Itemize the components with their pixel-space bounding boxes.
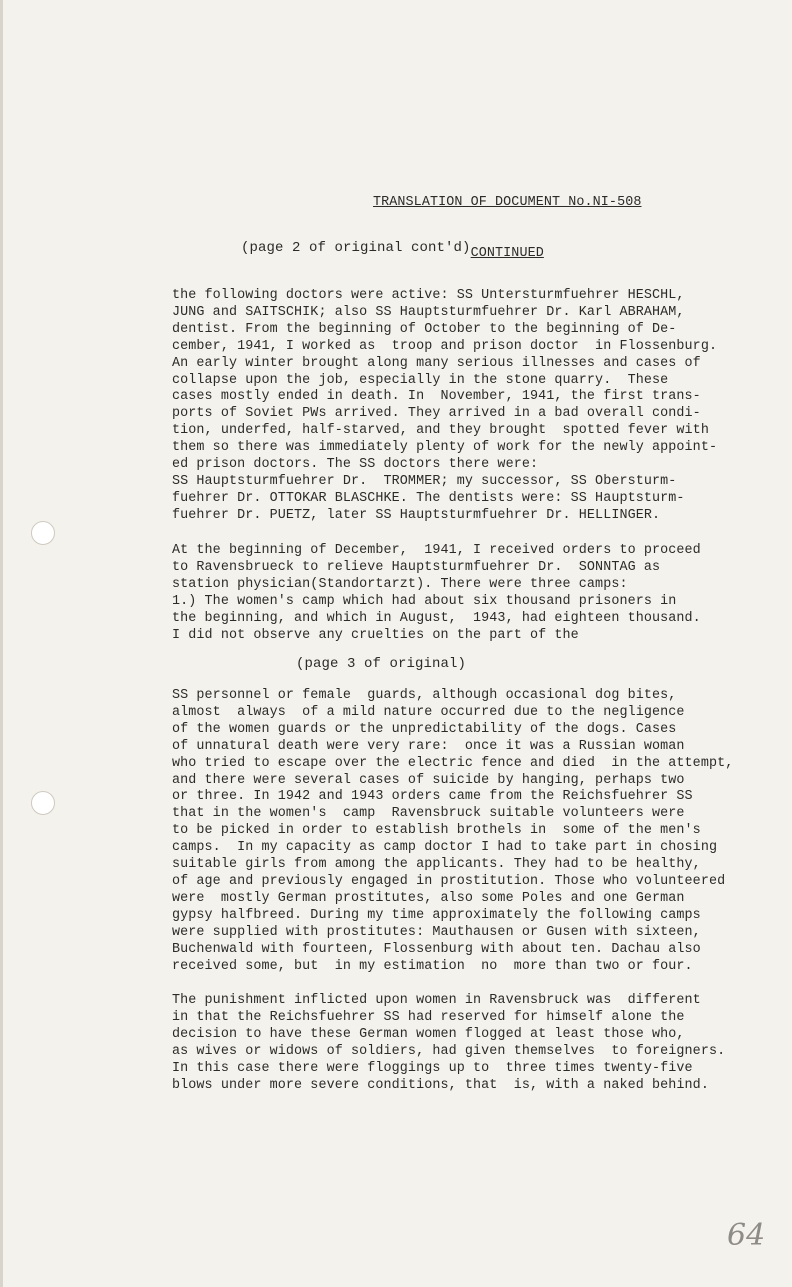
punch-hole-bottom: [31, 791, 55, 815]
paragraph-ravensbrueck-orders: At the beginning of December, 1941, I received orders to proceed to Ravensbrueck to relieve Hauptsturmfuehrer Dr. SONNTAG as station physician(Standortarzt). There were three camps: 1.) The women's camp which had about six thousand prisoners in the beginning, and which in August, 1943, had eighteen thousand. I did not observe any cruelties on the part of the: [172, 543, 701, 643]
page-note-original-3: (page 3 of original): [296, 656, 467, 672]
document-heading: [373, 160, 641, 296]
heading-subtitle: CONTINUED: [470, 246, 544, 261]
paragraph-punishment: The punishment inflicted upon women in Ravensbruck was different in that the Reichsfuehrer SS had reserved for himself alone the decision to have these German women flogged at least those who, as wives or widows of soldiers, had given themselves to foreigners. In this case there were floggings up to three times twenty-five blows under more severe conditions, that is, with a naked behind.: [172, 993, 726, 1093]
handwritten-page-number: 64: [727, 1218, 766, 1253]
paragraph-flossenburg-doctors: the following doctors were active: SS Untersturmfuehrer HESCHL, JUNG and SAITSCHIK; also SS Hauptsturmfuehrer Dr. Karl ABRAHAM, dentist. From the beginning of October to the beginning of De- cember, 1941, I worked as troop and prison doctor in Flossenburg. An early winter brought along many serious illnesses and cases of collapse upon the job, especially in the stone quarry. These cases mostly ended in death. In November, 1941, the first trans- ports of Soviet PWs arrived. They arrived in a bad overall condi- tion, underfed, half-starved, and they brought spotted fever with them so there was immediately plenty of work for the newly appoint- ed prison doctors. The SS doctors there were: SS Hauptsturmfuehrer Dr. TROMMER; my successor, SS Obersturm- fuehrer Dr. OTTOKAR BLASCHKE. The dentists were: SS Hauptsturm- fuehrer Dr. PUETZ, later SS Hauptsturmfuehrer Dr. HELLINGER.: [172, 288, 718, 523]
punch-hole-top: [31, 521, 55, 545]
page-note-original-2: (page 2 of original cont'd): [241, 240, 471, 256]
page-edge: [0, 0, 3, 1287]
paragraph-camp-conditions: SS personnel or female guards, although occasional dog bites, almost always of a mild nature occurred due to the negligence of the women guards or the unpredictability of the dogs. Cases of unnatural death were very rare: once it was a Russian woman who tried to escape over the electric fence and died in the attempt, and there were several cases of suicide by hanging, perhaps two or three. In 1942 and 1943 orders came from the Reichsfuehrer SS that in the women's camp Ravensbruck suitable volunteers were to be picked in order to establish brothels in some of the men's camps. In my capacity as camp doctor I had to take part in chosing suitable girls from among the applicants. They had to be healthy, of age and previously engaged in prostitution. Those who volunteered were mostly German prostitutes, also some Poles and one German gypsy halfbreed. During my time approximately the following camps were supplied with prostitutes: Mauthausen or Gusen with sixteen, Buchenwald with fourteen, Flossenburg with about ten. Dachau also received some, but in my estimation no more than two or four.: [172, 688, 734, 974]
heading-title: TRANSLATION OF DOCUMENT No.NI-508: [373, 195, 642, 210]
